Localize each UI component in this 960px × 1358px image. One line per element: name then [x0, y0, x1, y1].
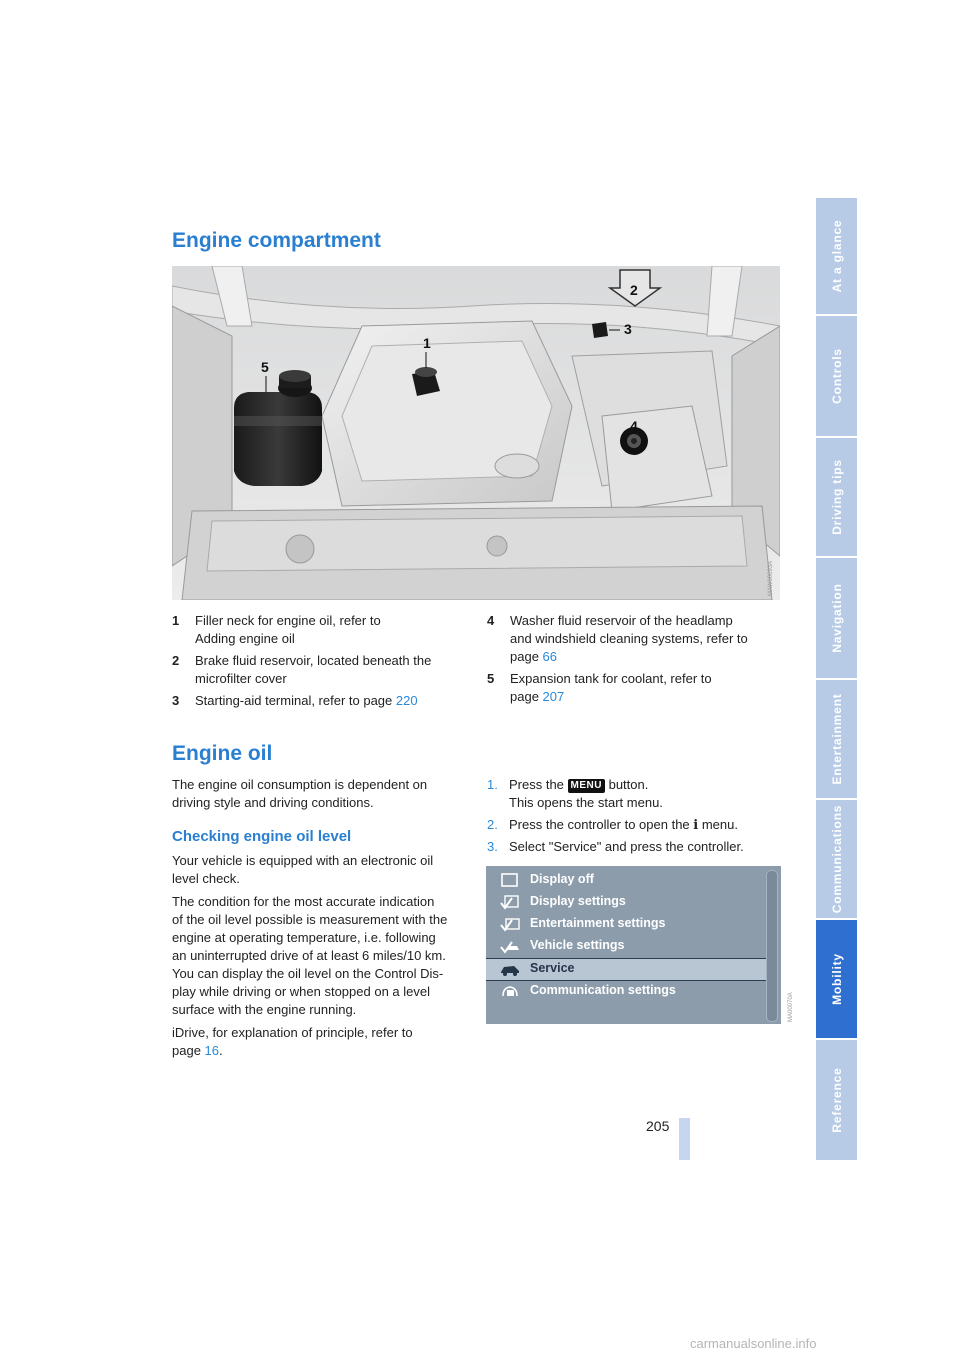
info-menu-icon: i: [693, 818, 699, 833]
communication-icon: [500, 984, 520, 999]
section-heading-engine-compartment: Engine compartment: [172, 229, 381, 252]
link-page-66[interactable]: 66: [542, 649, 558, 664]
display-check-icon: [500, 895, 520, 910]
tab-entertainment[interactable]: Entertainment: [816, 680, 857, 800]
tab-navigation[interactable]: Navigation: [816, 558, 857, 680]
menu-item-service[interactable]: Service: [486, 958, 766, 981]
tab-at-a-glance[interactable]: At a glance: [816, 198, 857, 316]
subheading-checking-oil: Checking engine oil level: [172, 828, 352, 845]
figure-code: MAW00093A: [768, 560, 774, 596]
legend-item-2: 2 Brake fluid reservoir, located beneath the microfilter cover: [172, 653, 432, 686]
legend-item-1: 1 Filler neck for engine oil, refer to Adding engine oil: [172, 613, 381, 646]
engine-oil-intro: The engine oil consumption is dependent on driving style and driving conditions.: [172, 777, 428, 810]
menu-figure-code: [784, 960, 794, 1024]
callout-1: 1: [423, 335, 431, 351]
menu-button-icon: MENU: [568, 779, 605, 793]
page-marker-bar: [679, 1118, 690, 1160]
tab-driving-tips[interactable]: Driving tips: [816, 438, 857, 558]
menu-scrollbar[interactable]: [766, 870, 778, 1022]
menu-item-entertainment-settings[interactable]: Entertainment settings: [486, 914, 766, 935]
menu-item-vehicle-settings[interactable]: Vehicle settings: [486, 936, 766, 957]
callout-3: 3: [624, 321, 632, 337]
tab-controls[interactable]: Controls: [816, 316, 857, 438]
page-number: 205: [646, 1118, 670, 1134]
section-heading-engine-oil: Engine oil: [172, 742, 273, 765]
paragraph-electronic-check: Your vehicle is equipped with an electronic oil level check.: [172, 853, 434, 886]
step-3: 3. Select "Service" and press the controller.: [487, 839, 744, 854]
entertainment-check-icon: [500, 917, 520, 932]
tab-reference[interactable]: Reference: [816, 1040, 857, 1162]
paragraph-idrive-reference: iDrive, for explanation of principle, refer to page 16.: [172, 1025, 413, 1058]
legend-item-4: 4 Washer fluid reservoir of the headlamp and windshield cleaning systems, refer to page 66: [487, 613, 748, 664]
menu-item-display-settings[interactable]: Display settings: [486, 892, 766, 913]
tab-mobility[interactable]: Mobility: [816, 920, 857, 1040]
step-2: 2. Press the controller to open the i menu.: [487, 817, 738, 833]
car-service-icon: [500, 962, 520, 977]
callout-2: 2: [630, 282, 638, 298]
control-display-menu: [486, 866, 781, 1024]
menu-item-display-off[interactable]: Display off: [486, 870, 766, 891]
legend-item-3: 3 Starting-aid terminal, refer to page 220: [172, 693, 418, 708]
link-page-16[interactable]: 16: [204, 1043, 220, 1058]
step-1: 1. Press the MENU button. This opens the start menu.: [487, 777, 663, 810]
vehicle-check-icon: [500, 939, 520, 954]
legend-item-5: 5 Expansion tank for coolant, refer to page 207: [487, 671, 712, 704]
screen-off-icon: [500, 873, 520, 888]
menu-item-communication-settings[interactable]: Communication settings: [486, 981, 766, 1002]
callout-5: 5: [261, 359, 269, 375]
svg-text:MA00070A: MA00070A: [788, 992, 794, 1022]
footer-watermark: carmanualsonline.info: [690, 1336, 817, 1351]
link-page-220[interactable]: 220: [395, 693, 418, 708]
link-page-207[interactable]: 207: [542, 689, 565, 704]
paragraph-measurement-condition: The condition for the most accurate indication of the oil level possible is measurement with the engine at operating temperature, i.e. following an uninterrupted drive of at least 6 miles/10 km. You can display the oil level on the Control Dis- play while driving or when stopped on a level surface with the engine running.: [172, 894, 448, 1017]
tab-communications[interactable]: Communications: [816, 800, 857, 920]
callout-4: 4: [630, 418, 638, 434]
engine-compartment-figure: [172, 266, 780, 600]
